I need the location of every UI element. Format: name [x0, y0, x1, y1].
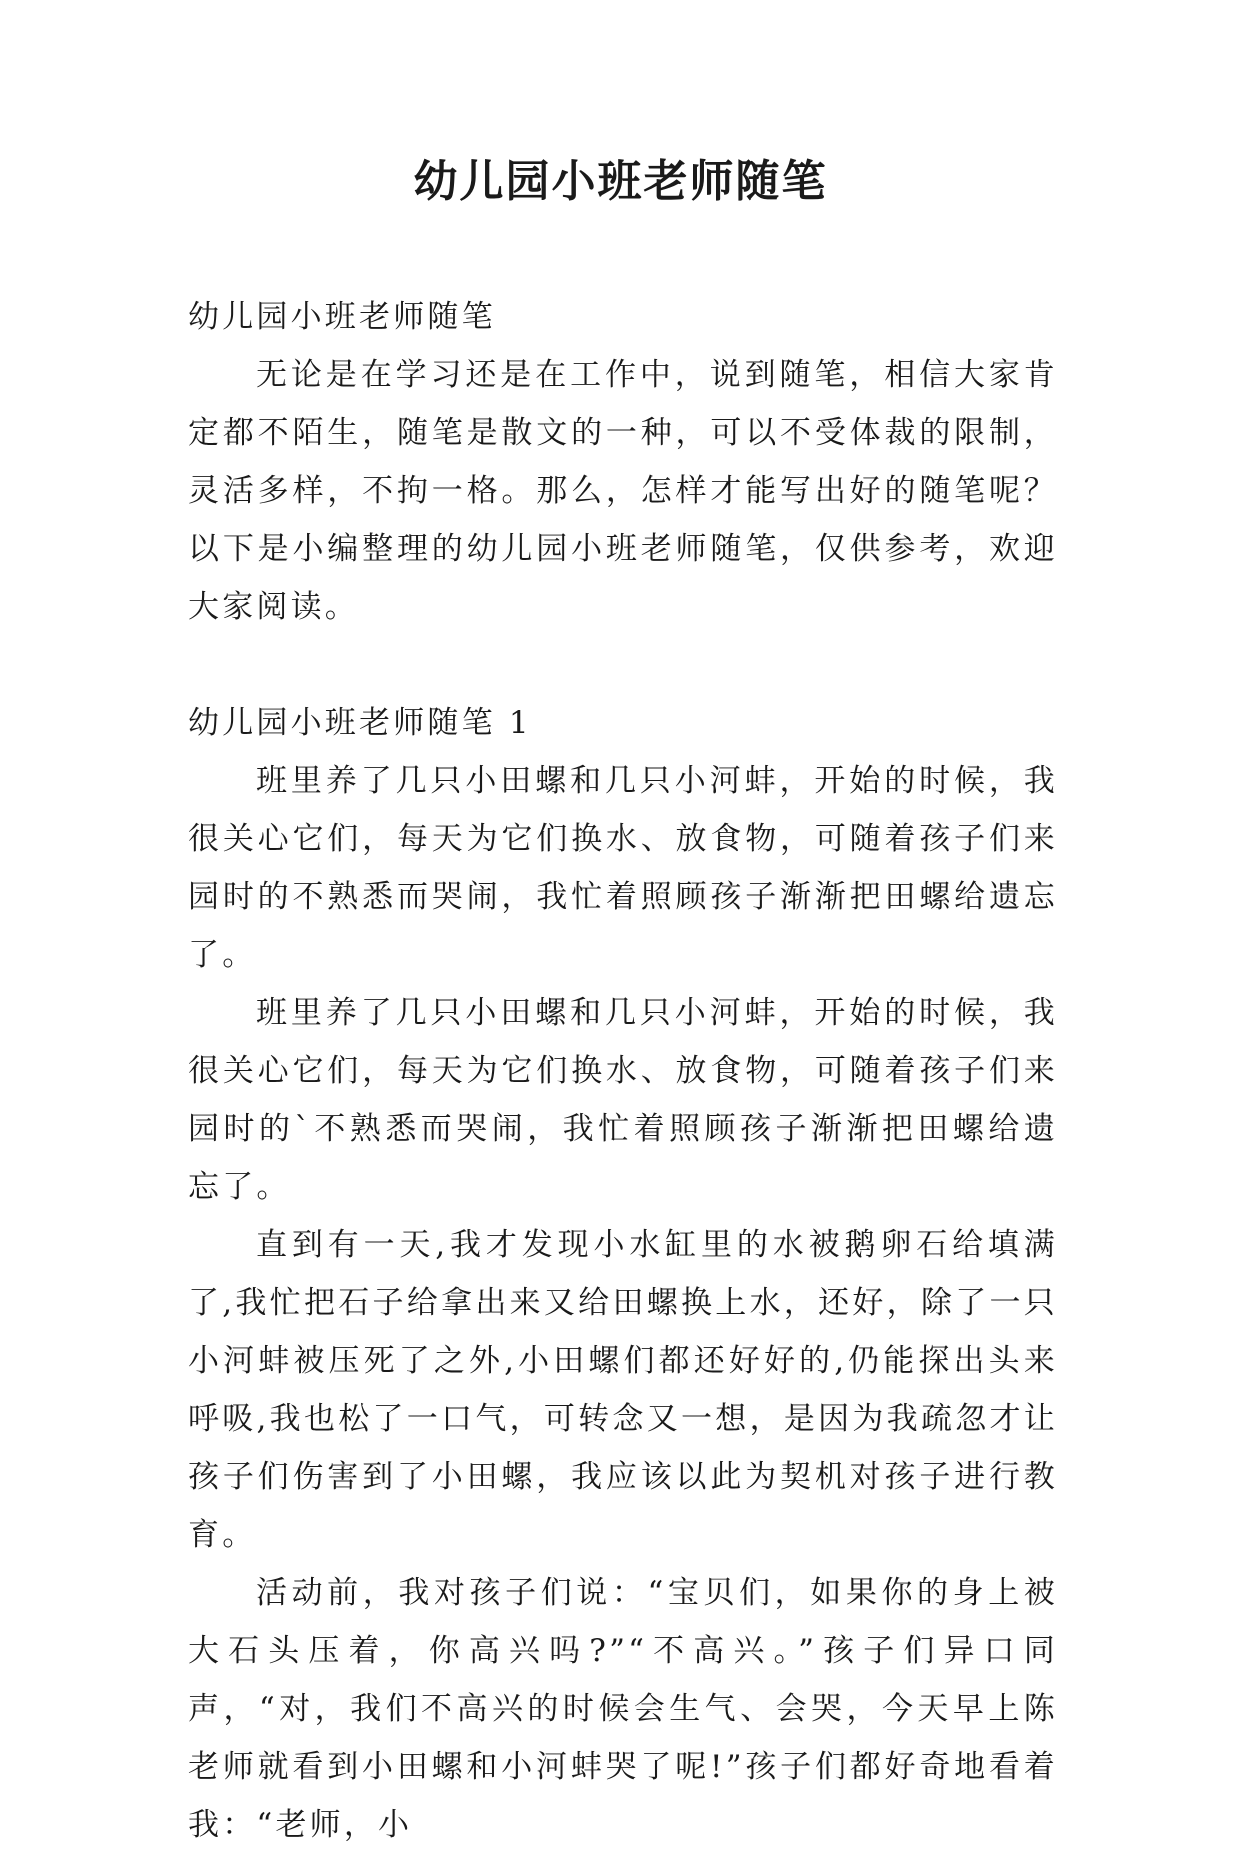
paragraph-spacer	[188, 636, 1058, 694]
body-paragraph: 活动前，我对孩子们说：“宝贝们，如果你的身上被大石头压着，你高兴吗?”“不高兴。”孩子们异口同声，“对，我们不高兴的时候会生气、会哭，今天早上陈老师就看到小田螺和小河蚌哭了呢!”孩子们都好奇地看着我：“老师，小	[188, 1575, 1058, 1843]
document-title: 幼儿园小班老师随笔	[413, 156, 828, 207]
body-paragraph: 直到有一天,我才发现小水缸里的水被鹅卵石给填满了,我忙把石子给拿出来又给田螺换上水，还好，除了一只小河蚌被压死了之外,小田螺们都还好好的,仍能探出头来呼吸,我也松了一口气，可转念又一想，是因为我疏忽才让孩子们伤害到了小田螺，我应该以此为契机对孩子进行教育。	[188, 1227, 1058, 1553]
intro-heading: 幼儿园小班老师随笔	[188, 299, 496, 335]
document-body	[188, 288, 1058, 1854]
body-paragraph: 班里养了几只小田螺和几只小河蚌，开始的时候，我很关心它们，每天为它们换水、放食物，可随着孩子们来园时的`不熟悉而哭闹，我忙着照顾孩子渐渐把田螺给遗忘了。	[188, 995, 1058, 1205]
section-heading: 幼儿园小班老师随笔 1	[188, 705, 532, 741]
body-paragraph: 班里养了几只小田螺和几只小河蚌，开始的时候，我很关心它们，每天为它们换水、放食物，可随着孩子们来园时的不熟悉而哭闹，我忙着照顾孩子渐渐把田螺给遗忘了。	[188, 763, 1058, 973]
intro-paragraph: 无论是在学习还是在工作中，说到随笔，相信大家肯定都不陌生，随笔是散文的一种，可以不受体裁的限制，灵活多样，不拘一格。那么，怎样才能写出好的随笔呢？以下是小编整理的幼儿园小班老师随笔，仅供参考，欢迎大家阅读。	[188, 357, 1058, 625]
